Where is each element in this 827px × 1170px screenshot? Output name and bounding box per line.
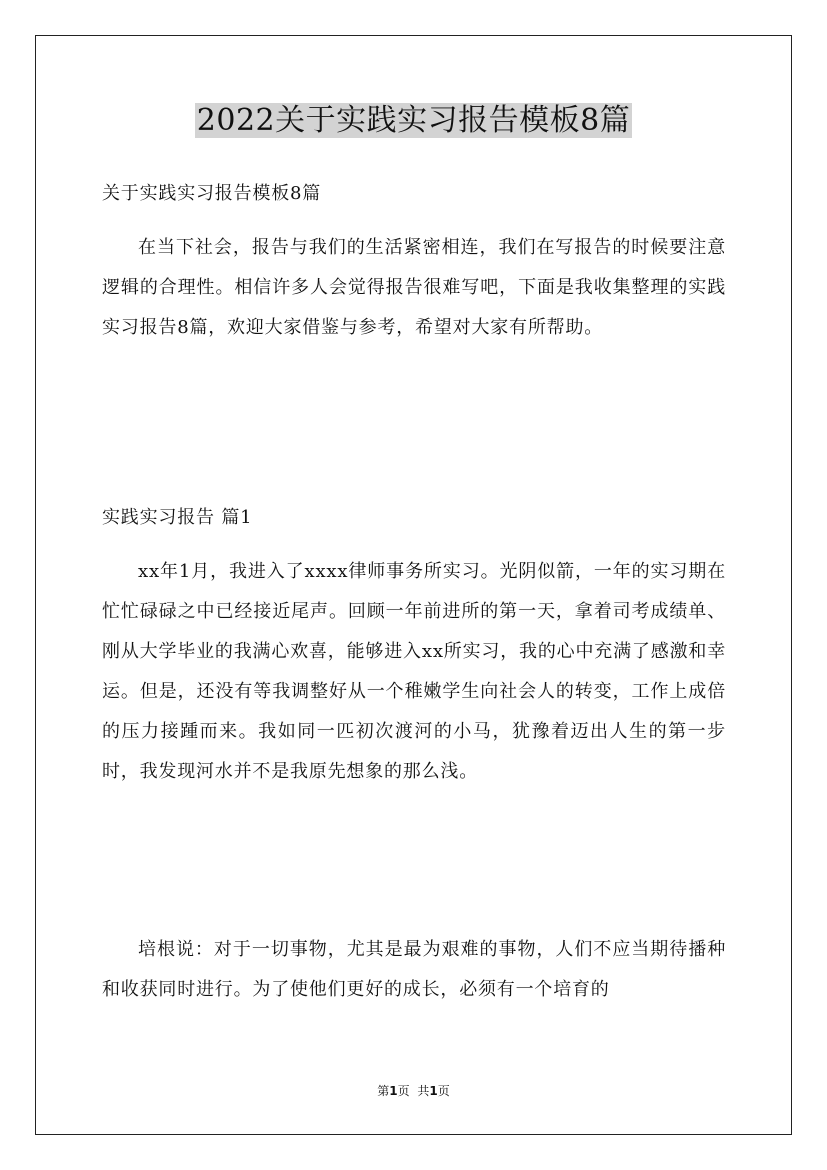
document-title-text: 2022关于实践实习报告模板8篇	[196, 103, 631, 138]
footer-page-suffix: 页	[397, 1084, 410, 1098]
footer-total-prefix: 共	[417, 1084, 430, 1098]
footer-page-number: 1	[389, 1084, 398, 1098]
document-title	[0, 100, 827, 142]
section-paragraph-2-block	[102, 930, 726, 1010]
section-heading-block	[102, 498, 726, 538]
intro-paragraph: 在当下社会，报告与我们的生活紧密相连，我们在写报告的时候要注意逻辑的合理性。相信许多人会觉得报告很难写吧，下面是我收集整理的实践实习报告8篇，欢迎大家借鉴与参考，希望对大家有所帮助。	[102, 237, 726, 338]
footer-page-prefix: 第	[377, 1084, 390, 1098]
subtitle-block	[102, 174, 726, 214]
section-paragraph-1-block	[102, 552, 726, 792]
intro-block	[102, 228, 726, 348]
document-subtitle: 关于实践实习报告模板8篇	[102, 183, 322, 204]
section-paragraph-1: xx年1月，我进入了xxxx律师事务所实习。光阴似箭，一年的实习期在忙忙碌碌之中已经接近尾声。回顾一年前进所的第一天，拿着司考成绩单、刚从大学毕业的我满心欢喜，能够进入xx所实习，我的心中充满了感激和幸运。但是，还没有等我调整好从一个稚嫩学生向社会人的转变，工作上成倍的压力接踵而来。我如同一匹初次渡河的小马，犹豫着迈出人生的第一步时，我发现河水并不是我原先想象的那么浅。	[102, 561, 726, 782]
footer-total-pages: 1	[429, 1084, 438, 1098]
page-footer	[0, 1082, 827, 1100]
section-paragraph-2: 培根说：对于一切事物，尤其是最为艰难的事物，人们不应当期待播种和收获同时进行。为了使他们更好的成长，必须有一个培育的	[102, 939, 726, 1000]
footer-total-suffix: 页	[437, 1084, 450, 1098]
section-heading: 实践实习报告 篇1	[102, 507, 253, 528]
